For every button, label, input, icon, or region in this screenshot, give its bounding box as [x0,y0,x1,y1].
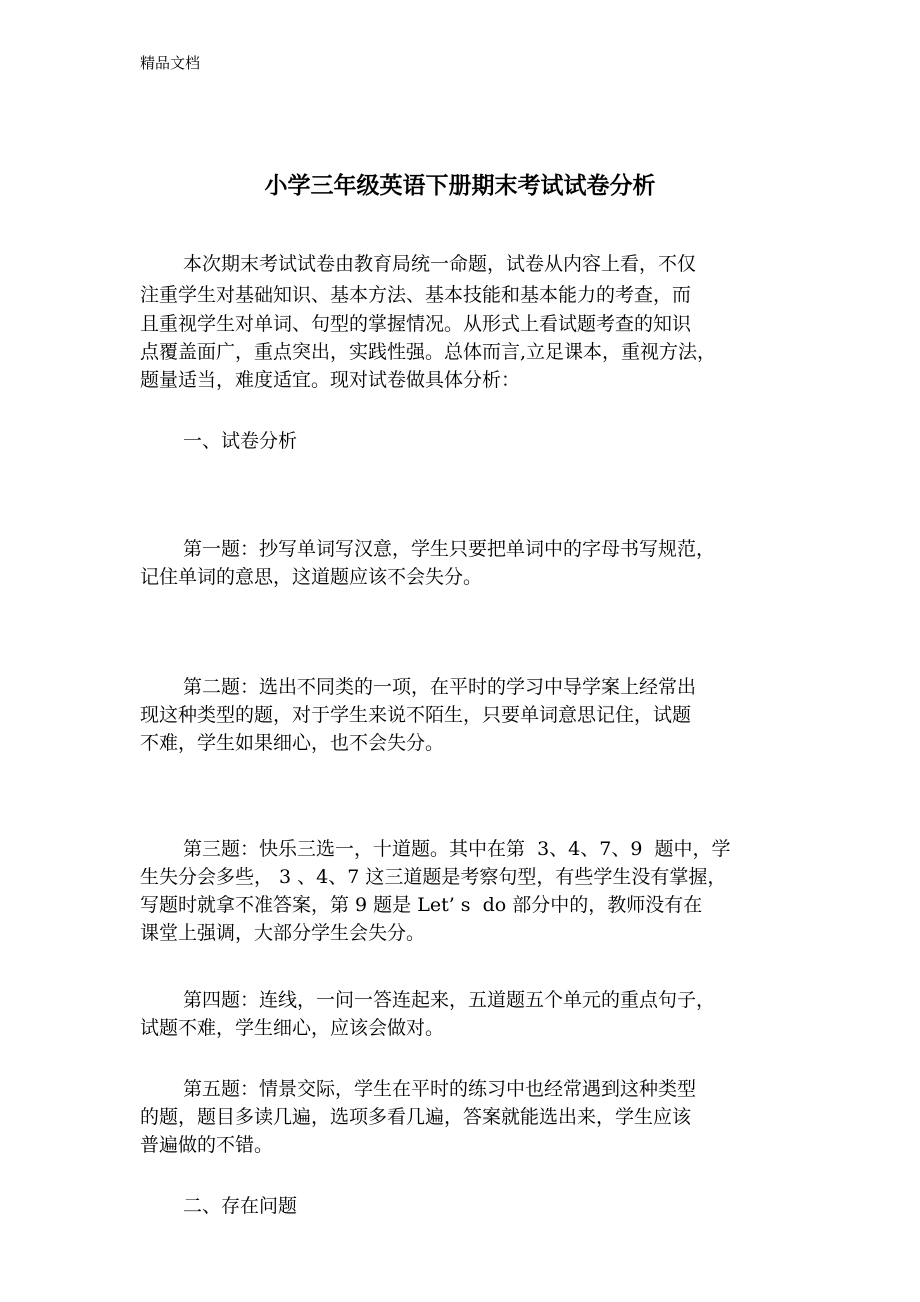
q4-line: 试题不难，学生细心，应该会做对。 [140,1017,445,1039]
q3-line: 课堂上强调，大部分学生会失分。 [140,922,426,944]
intro-line: 点覆盖面广，重点突出，实践性强。总体而言,立足课本，重视方法， [140,341,717,363]
q5-line: 普遍做的不错。 [140,1134,274,1156]
q3-line: 生失分会多些， 3 、4、7 这三道题是考察句型，有些学生没有掌握， [140,866,727,888]
q3-line: 第三题：快乐三选一，十道题。其中在第 3、4、7、9 题中，学 [183,838,731,860]
q5-line: 的题，题目多读几遍，选项多看几遍，答案就能选出来，学生应该 [140,1106,692,1128]
q2-line: 现这种类型的题，对于学生来说不陌生，只要单词意思记住，试题 [140,704,692,726]
q2-line: 第二题：选出不同类的一项，在平时的学习中导学案上经常出 [183,676,697,698]
q1-line: 第一题：抄写单词写汉意，学生只要把单词中的字母书写规范， [183,538,716,560]
q2-line: 不难，学生如果细心，也不会失分。 [140,732,445,754]
section-heading-problems: 二、存在问题 [183,1195,298,1217]
intro-line: 注重学生对基础知识、基本方法、基本技能和基本能力的考查，而 [140,284,692,306]
document-title: 小学三年级英语下册期末考试试卷分析 [264,173,656,199]
intro-line: 且重视学生对单词、句型的掌握情况。从形式上看试题考查的知识 [140,313,692,335]
intro-line: 本次期末考试试卷由教育局统一命题，试卷从内容上看，不仅 [183,253,697,275]
header-label: 精品文档 [140,54,201,72]
q1-line: 记住单词的意思，这道题应该不会失分。 [140,566,483,588]
section-heading-analysis: 一、试卷分析 [183,430,298,452]
q4-line: 第四题：连线，一问一答连起来，五道题五个单元的重点句子， [183,989,716,1011]
q5-line: 第五题：情景交际，学生在平时的练习中也经常遇到这种类型 [183,1078,697,1100]
intro-line: 题量适当，难度适宜。现对试卷做具体分析： [140,369,521,391]
q3-line: 写题时就拿不准答案，第 9 题是 Let’ s do 部分中的，教师没有在 [140,894,703,916]
